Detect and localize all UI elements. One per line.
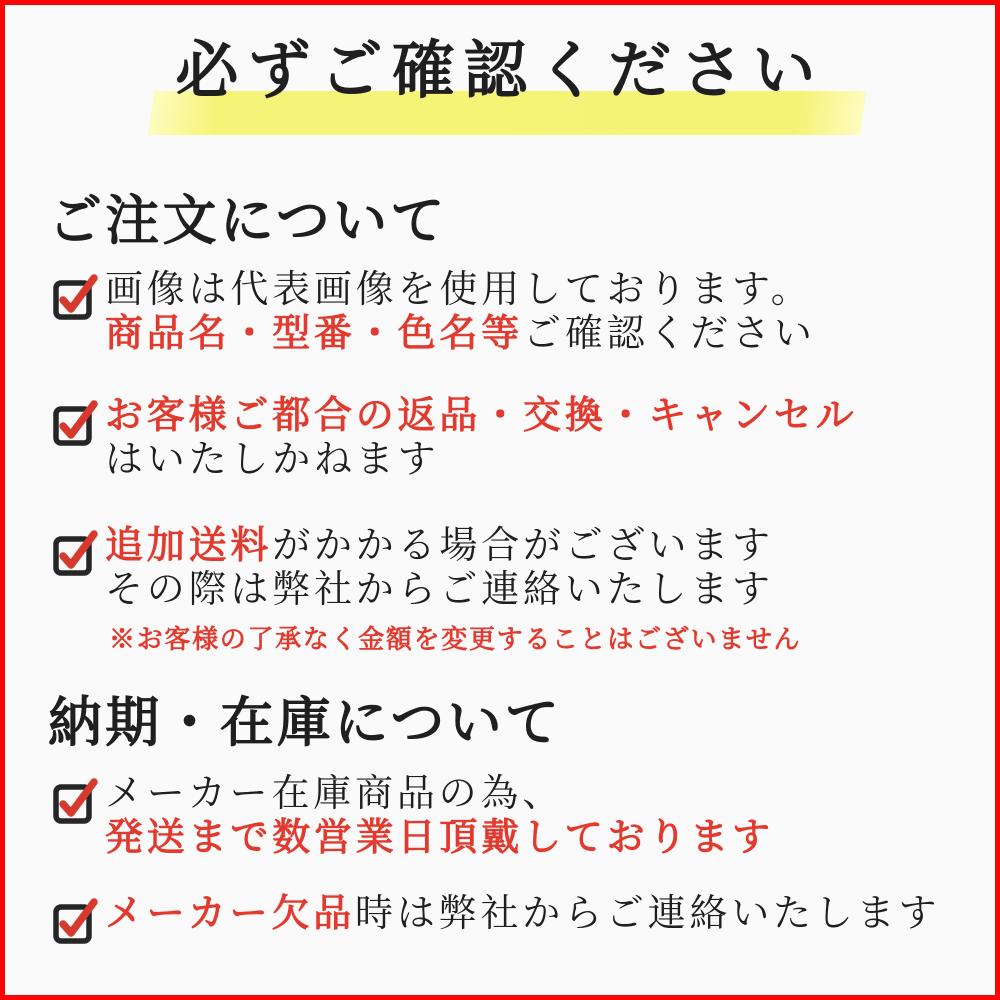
page-title: 必ずご確認ください	[175, 33, 825, 107]
notice-item-no-returns	[51, 393, 857, 481]
notice-line	[105, 393, 857, 437]
text-red: 発送まで数営業日頂戴しております	[105, 814, 774, 859]
title-block	[5, 33, 995, 107]
text-black: はいたしかねます	[105, 437, 440, 481]
notice-line	[105, 267, 816, 311]
notice-item-text	[105, 891, 940, 935]
notice-item-maker-shortage	[51, 891, 940, 945]
notice-line	[105, 311, 816, 355]
notice-line	[105, 815, 774, 859]
notice-item-text	[105, 771, 774, 859]
notice-footnote: ※お客様の了承なく金額を変更することはございません	[109, 625, 802, 655]
notice-line	[105, 891, 940, 935]
notice-line	[105, 437, 857, 481]
text-red: 追加送料	[105, 522, 273, 567]
section-heading-delivery-stock: 納期・在庫について	[48, 690, 563, 754]
notice-item-text	[105, 267, 816, 355]
notice-item-text	[105, 523, 801, 655]
notice-line	[105, 567, 801, 611]
text-black: ご確認ください	[523, 311, 816, 355]
checkbox-checked-icon	[51, 773, 101, 825]
checkbox-checked-icon	[51, 893, 101, 945]
notice-item-maker-stock	[51, 771, 774, 859]
text-black: 画像は代表画像を使用しております。	[105, 267, 813, 311]
notice-item-text	[105, 393, 857, 481]
text-black: がかかる場合がございます	[272, 523, 774, 567]
notice-item-representative-image	[51, 267, 816, 355]
section-heading-orders: ご注文について	[48, 188, 448, 252]
text-red: お客様ご都合の返品・交換・キャンセル	[105, 392, 858, 437]
text-black: 時は弊社からご連絡いたします	[355, 891, 941, 935]
checkbox-checked-icon	[51, 525, 101, 577]
text-black: その際は弊社からご連絡いたします	[105, 567, 774, 611]
checkbox-checked-icon	[51, 269, 101, 321]
checkbox-checked-icon	[51, 395, 101, 447]
notice-line	[105, 771, 774, 815]
text-black: メーカー在庫商品の為、	[105, 771, 565, 815]
notice-item-extra-shipping	[51, 523, 801, 655]
notice-line	[105, 523, 801, 567]
text-red: 商品名・型番・色名等	[105, 310, 524, 355]
text-red: メーカー欠品	[105, 890, 356, 935]
